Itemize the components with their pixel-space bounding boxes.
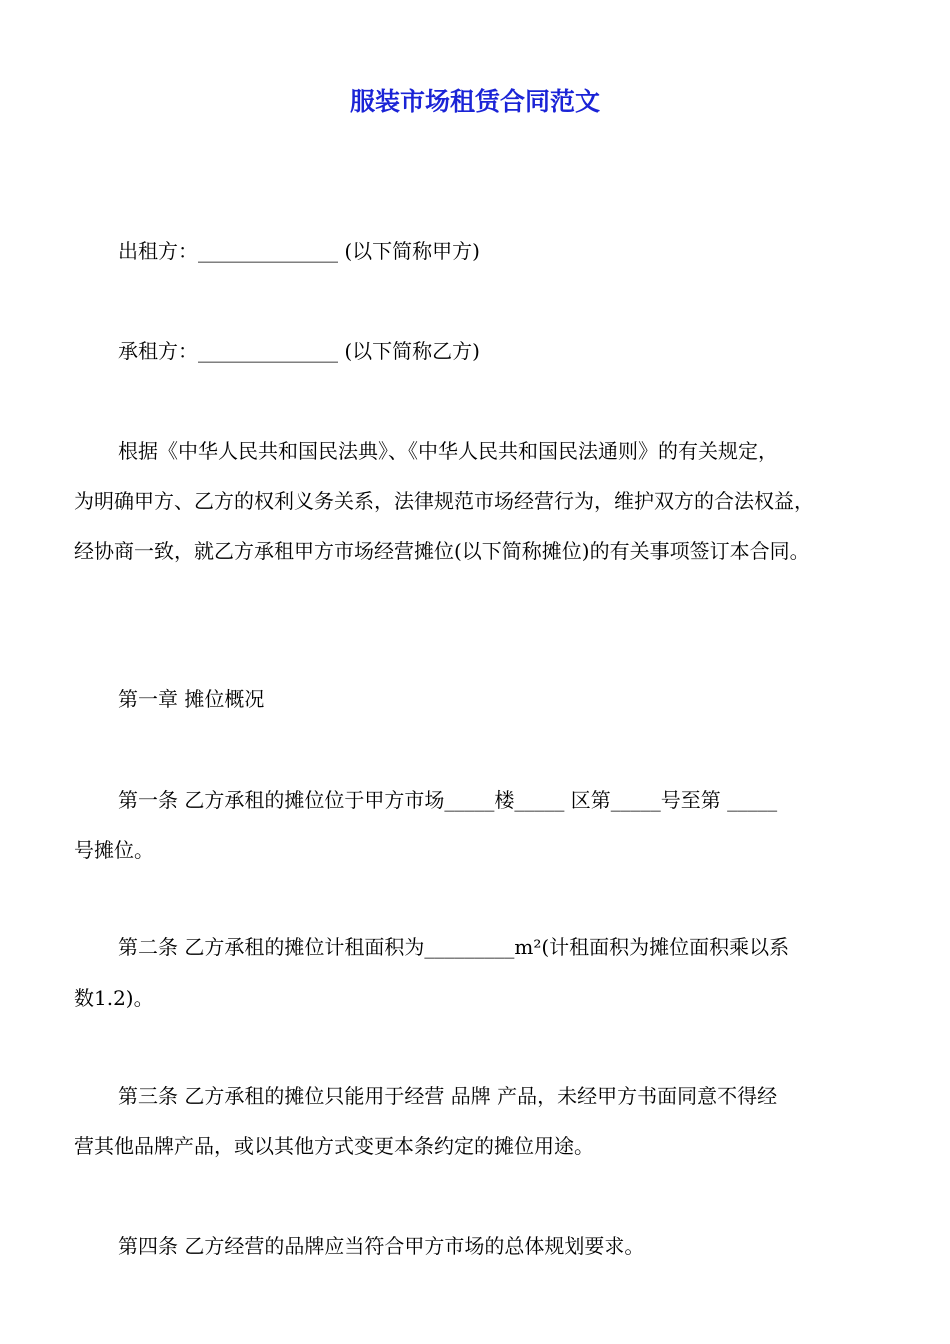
preamble-line-2: 为明确甲方、乙方的权利义务关系，法律规范市场经营行为，维护双方的合法权益， (74, 489, 814, 513)
article-3-line-2: 营其他品牌产品，或以其他方式变更本条约定的摊位用途。 (74, 1134, 594, 1158)
document-title: 服装市场租赁合同范文 (349, 87, 600, 116)
lessee-line: 承租方：______________ (以下简称乙方) (118, 339, 480, 363)
preamble-line-1: 根据《中华人民共和国民法典》、《中华人民共和国民法通则》的有关规定， (118, 439, 778, 463)
article-2-line-1: 第二条 乙方承租的摊位计租面积为_________m²(计租面积为摊位面积乘以系 (118, 935, 790, 959)
preamble-line-3: 经协商一致，就乙方承租甲方市场经营摊位(以下简称摊位)的有关事项签订本合同。 (74, 539, 810, 563)
article-1-line-1: 第一条 乙方承租的摊位位于甲方市场_____楼_____ 区第_____号至第 _____ (118, 788, 778, 812)
chapter-heading: 第一章 摊位概况 (118, 687, 265, 711)
lessor-line: 出租方：______________ (以下简称甲方) (118, 239, 480, 263)
article-3-line-1: 第三条 乙方承租的摊位只能用于经营 品牌 产品，未经甲方书面同意不得经 (118, 1084, 778, 1108)
article-1-line-2: 号摊位。 (74, 838, 154, 862)
article-2-line-2: 数1.2)。 (74, 986, 154, 1010)
article-4-line: 第四条 乙方经营的品牌应当符合甲方市场的总体规划要求。 (118, 1234, 645, 1258)
